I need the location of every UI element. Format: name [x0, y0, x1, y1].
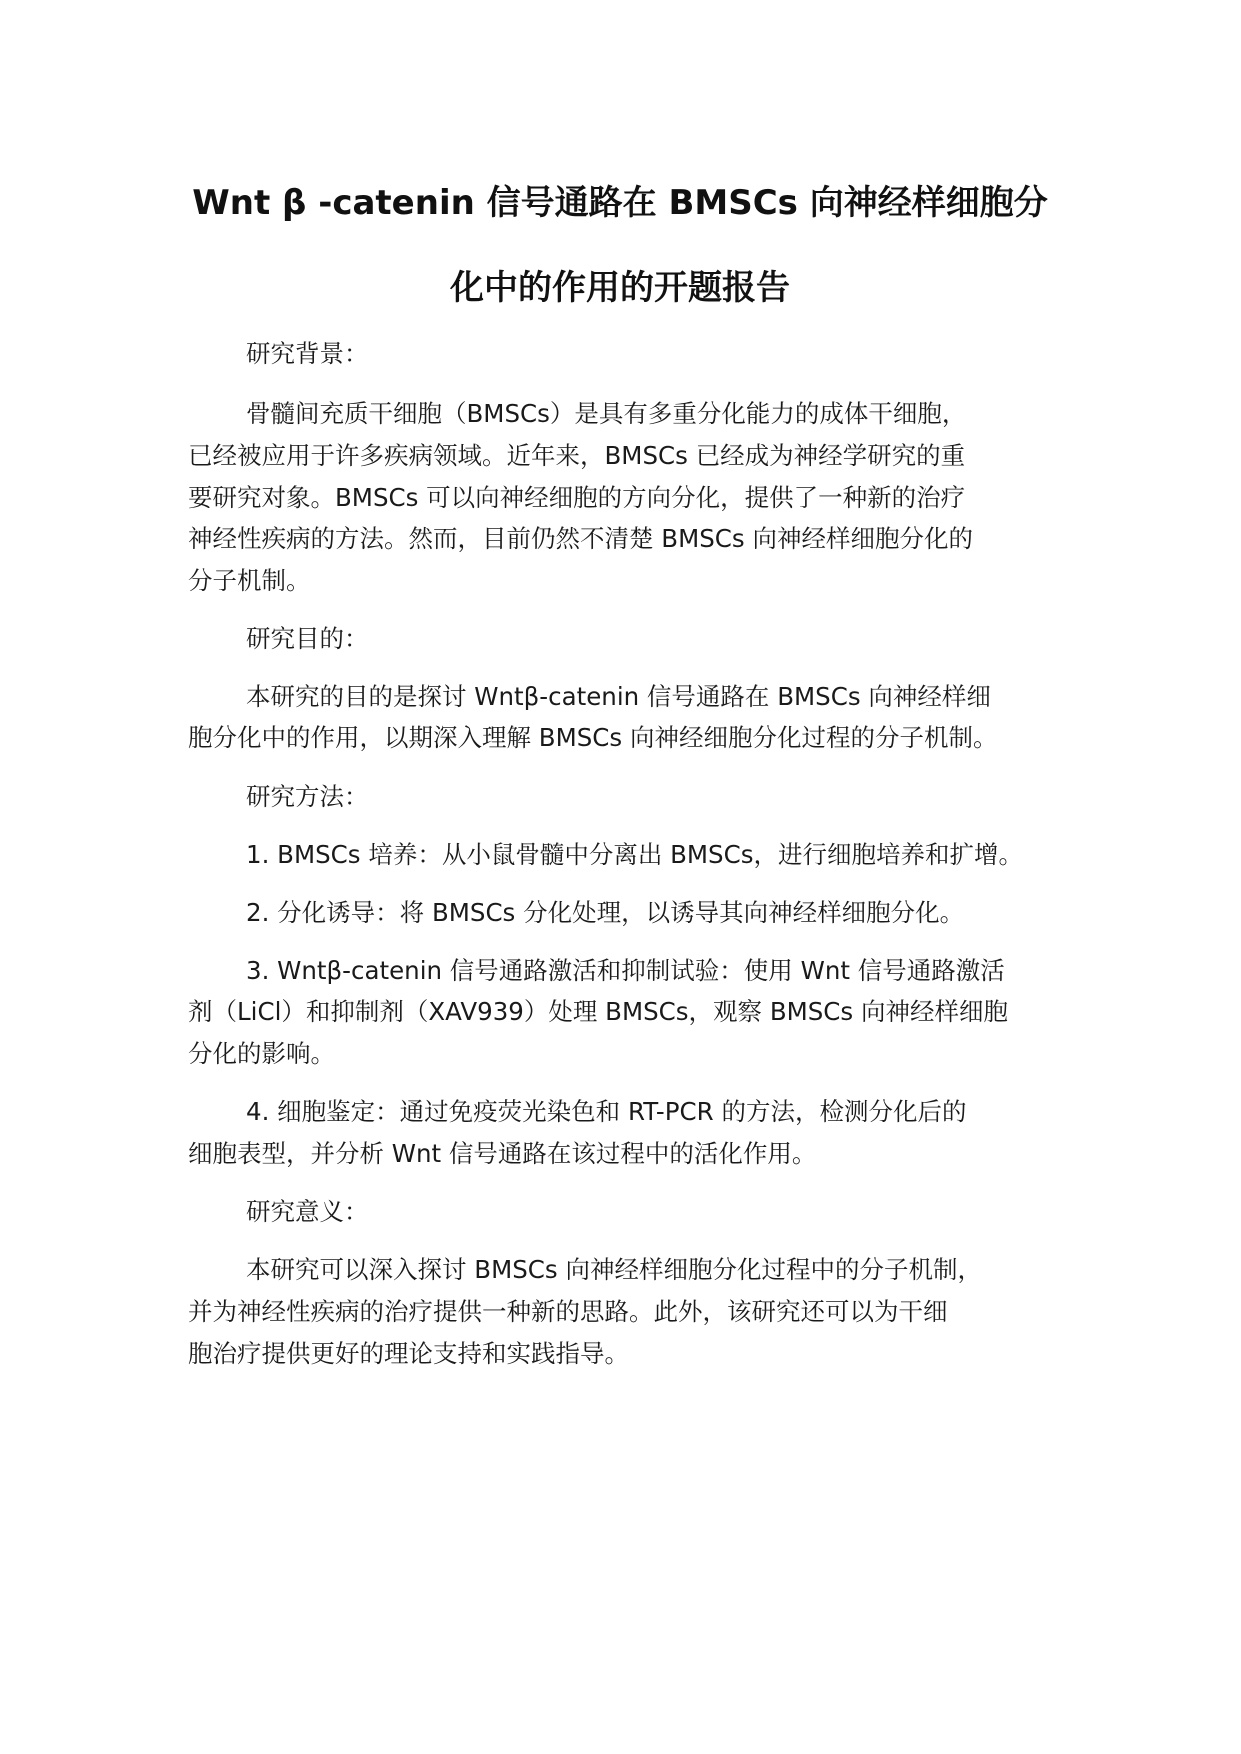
section-heading-objective: 研究目的：: [246, 624, 369, 653]
paragraph-line: 胞治疗提供更好的理论支持和实践指导。: [188, 1339, 629, 1368]
section-heading-significance: 研究意义：: [246, 1197, 369, 1226]
section-heading-methods: 研究方法：: [246, 782, 369, 811]
document-title-line-2: 化中的作用的开题报告: [450, 268, 790, 308]
paragraph-line: 并为神经性疾病的治疗提供一种新的思路。此外，该研究还可以为干细: [188, 1297, 948, 1326]
method-item-1: 1. BMSCs 培养：从小鼠骨髓中分离出 BMSCs，进行细胞培养和扩增。: [246, 840, 1023, 869]
document-title-line-1: Wnt β -catenin 信号通路在 BMSCs 向神经样细胞分: [192, 183, 1048, 223]
method-item-2: 2. 分化诱导：将 BMSCs 分化处理，以诱导其向神经样细胞分化。: [246, 898, 965, 927]
method-item-3: 3. Wntβ-catenin 信号通路激活和抑制试验：使用 Wnt 信号通路激活: [246, 956, 1005, 985]
method-item-4: 4. 细胞鉴定：通过免疫荧光染色和 RT-PCR 的方法，检测分化后的: [246, 1097, 967, 1126]
paragraph-line: 已经被应用于许多疾病领域。近年来，BMSCs 已经成为神经学研究的重: [188, 441, 966, 470]
paragraph-line: 胞分化中的作用，以期深入理解 BMSCs 向神经细胞分化过程的分子机制。: [188, 723, 998, 752]
paragraph-line: 剂（LiCl）和抑制剂（XAV939）处理 BMSCs，观察 BMSCs 向神经样细胞: [188, 997, 1008, 1026]
paragraph-line: 本研究的目的是探讨 Wntβ-catenin 信号通路在 BMSCs 向神经样细: [246, 682, 991, 711]
paragraph-line: 神经性疾病的方法。然而，目前仍然不清楚 BMSCs 向神经样细胞分化的: [188, 524, 973, 553]
paragraph-line: 分化的影响。: [188, 1039, 335, 1068]
paragraph-line: 细胞表型，并分析 Wnt 信号通路在该过程中的活化作用。: [188, 1139, 817, 1168]
paragraph-line: 本研究可以深入探讨 BMSCs 向神经样细胞分化过程中的分子机制，: [246, 1255, 982, 1284]
paragraph-line: 骨髓间充质干细胞（BMSCs）是具有多重分化能力的成体干细胞，: [246, 399, 967, 428]
section-heading-background: 研究背景：: [246, 339, 369, 368]
paragraph-line: 要研究对象。BMSCs 可以向神经细胞的方向分化，提供了一种新的治疗: [188, 483, 966, 512]
paragraph-line: 分子机制。: [188, 566, 311, 595]
